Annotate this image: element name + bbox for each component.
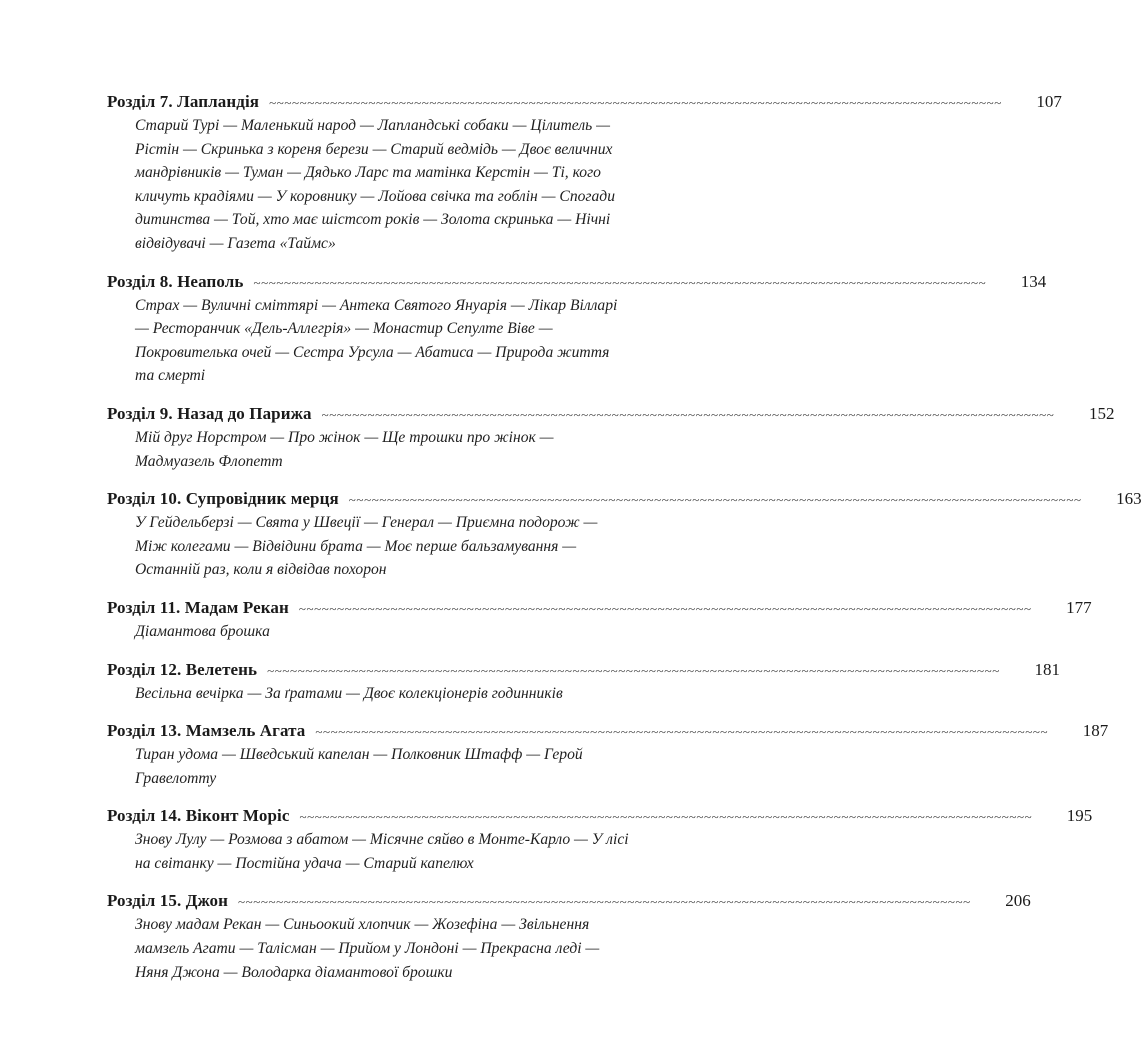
tilde-leader: ~~~~~~~~~~~~~~~~~~~~~~~~~~~~~~~~~~~~~~~~~~~~~~~~~~~~~~~~~~~~~~~~~~~~~~~~~~~~~~~~~~~~~~~~~~~~~~~~: [299, 809, 1033, 825]
chapter-heading-line: [107, 90, 1062, 114]
chapter-sections: Весільна вечірка — За ґратами — Двоє колекціонерів годинників: [135, 684, 563, 702]
chapter-heading-line: [107, 889, 1031, 913]
chapter-heading-line: [107, 270, 1047, 294]
chapter-page-number: 187: [1082, 721, 1109, 741]
toc-entry-chapter-15: [107, 889, 1031, 984]
chapter-page-number: 181: [1034, 659, 1060, 679]
chapter-heading-line: [107, 596, 1092, 620]
chapter-sections: Діамантова брошка: [135, 622, 270, 640]
chapter-heading-line: [107, 487, 1142, 511]
chapter-title[interactable]: Розділ 12. Велетень: [107, 659, 258, 679]
toc-entry-chapter-7: [107, 90, 1062, 256]
tilde-leader: ~~~~~~~~~~~~~~~~~~~~~~~~~~~~~~~~~~~~~~~~~~~~~~~~~~~~~~~~~~~~~~~~~~~~~~~~~~~~~~~~~~~~~~~~~~~~~~~~: [348, 492, 1082, 508]
tilde-leader: ~~~~~~~~~~~~~~~~~~~~~~~~~~~~~~~~~~~~~~~~~~~~~~~~~~~~~~~~~~~~~~~~~~~~~~~~~~~~~~~~~~~~~~~~~~~~~~~~: [253, 274, 987, 290]
toc-entry-chapter-14: [107, 804, 1093, 875]
chapter-title[interactable]: Розділ 9. Назад до Парижа: [107, 403, 312, 423]
chapter-title[interactable]: Розділ 10. Супровідник мерця: [107, 489, 339, 509]
toc-entry-chapter-10: [107, 487, 1142, 582]
table-of-contents: [107, 90, 1142, 998]
toc-entry-chapter-9: [107, 402, 1115, 473]
toc-entry-chapter-8: [107, 270, 1047, 388]
chapter-title[interactable]: Розділ 13. Мамзель Агата: [107, 721, 306, 741]
tilde-leader: ~~~~~~~~~~~~~~~~~~~~~~~~~~~~~~~~~~~~~~~~~~~~~~~~~~~~~~~~~~~~~~~~~~~~~~~~~~~~~~~~~~~~~~~~~~~~~~~~: [315, 724, 1049, 740]
chapter-heading-line: [107, 804, 1093, 828]
chapter-heading-line: [107, 402, 1115, 426]
chapter-title[interactable]: Розділ 7. Лапландія: [107, 92, 260, 111]
tilde-leader: ~~~~~~~~~~~~~~~~~~~~~~~~~~~~~~~~~~~~~~~~~~~~~~~~~~~~~~~~~~~~~~~~~~~~~~~~~~~~~~~~~~~~~~~~~~~~~~~~: [321, 406, 1055, 422]
chapter-sections: Знову мадам Рекан — Синьоокий хлопчик — Жозефіна — Звільнення мамзель Агати — Талісман — Прийом у Лондоні — Прекрасна леді — Няня Джона — Володарка діамантової брошки: [135, 916, 600, 981]
chapter-page-number: 152: [1088, 403, 1115, 423]
chapter-title[interactable]: Розділ 14. Віконт Моріс: [107, 806, 290, 826]
toc-entry-chapter-12: [107, 658, 1060, 706]
chapter-heading-line: [107, 658, 1060, 682]
chapter-page-number: 195: [1066, 806, 1093, 826]
chapter-sections: У Гейдельберзі — Свята у Швеції — Генерал — Приємна подорож — Між колегами — Відвідини брата — Моє перше бальзамування — Останній раз, коли я відвідав похорон: [135, 514, 598, 579]
chapter-page-number: 177: [1066, 597, 1092, 617]
tilde-leader: ~~~~~~~~~~~~~~~~~~~~~~~~~~~~~~~~~~~~~~~~~~~~~~~~~~~~~~~~~~~~~~~~~~~~~~~~~~~~~~~~~~~~~~~~~~~~~~~~: [298, 600, 1032, 616]
chapter-page-number: 206: [1005, 891, 1031, 911]
chapter-heading-line: [107, 719, 1109, 743]
chapter-page-number: 107: [1036, 92, 1062, 111]
chapter-page-number: 134: [1020, 271, 1047, 291]
tilde-leader: ~~~~~~~~~~~~~~~~~~~~~~~~~~~~~~~~~~~~~~~~~~~~~~~~~~~~~~~~~~~~~~~~~~~~~~~~~~~~~~~~~~~~~~~~~~~~~~~~: [267, 662, 1000, 678]
chapter-sections: Тиран удома — Шведський капелан — Полковник Штафф — Герой Гравелотту: [135, 746, 583, 787]
tilde-leader: ~~~~~~~~~~~~~~~~~~~~~~~~~~~~~~~~~~~~~~~~~~~~~~~~~~~~~~~~~~~~~~~~~~~~~~~~~~~~~~~~~~~~~~~~~~~~~~~~: [269, 95, 1002, 110]
chapter-sections: Страх — Вуличні сміттярі — Антека Святого Януарія — Лікар Віллapі — Ресторанчик «Дель-Аллегрія» — Монастир Сепулте Віве — Покровителька очей — Сестра Урсула — Абатиса — Природа життя та смерті: [135, 296, 618, 385]
chapter-title[interactable]: Розділ 15. Джон: [107, 891, 228, 911]
tilde-leader: ~~~~~~~~~~~~~~~~~~~~~~~~~~~~~~~~~~~~~~~~~~~~~~~~~~~~~~~~~~~~~~~~~~~~~~~~~~~~~~~~~~~~~~~~~~~~~~~~: [238, 894, 971, 910]
chapter-sections: Старий Турі — Маленький народ — Лапландські собаки — Цілитель — Рістін — Скринька з кореня берези — Старий ведмідь — Двоє величних мандрівників — Туман — Дядько Ларс та матінка Керстін — Ті, кого кличуть крадіями — У коровнику — Лойова свічка та гоблін — Спогади дитинства — Той, хто має шістсот років — Золота скринька — Нічні відвідувачі — Газета «Таймс»: [135, 117, 615, 252]
toc-entry-chapter-13: [107, 719, 1109, 790]
chapter-title[interactable]: Розділ 8. Неаполь: [107, 271, 244, 291]
chapter-sections: Мій друг Норстром — Про жінок — Ще трошки про жінок — Мадмуазель Флопетт: [135, 428, 554, 470]
chapter-title[interactable]: Розділ 11. Мадам Рекан: [107, 597, 289, 617]
chapter-page-number: 163: [1116, 489, 1142, 509]
toc-entry-chapter-11: [107, 596, 1092, 644]
chapter-sections: Знову Лулу — Розмова з абатом — Місячне сяйво в Монте-Карло — У лісі на світанку — Постійна удача — Старий капелюх: [135, 831, 629, 872]
